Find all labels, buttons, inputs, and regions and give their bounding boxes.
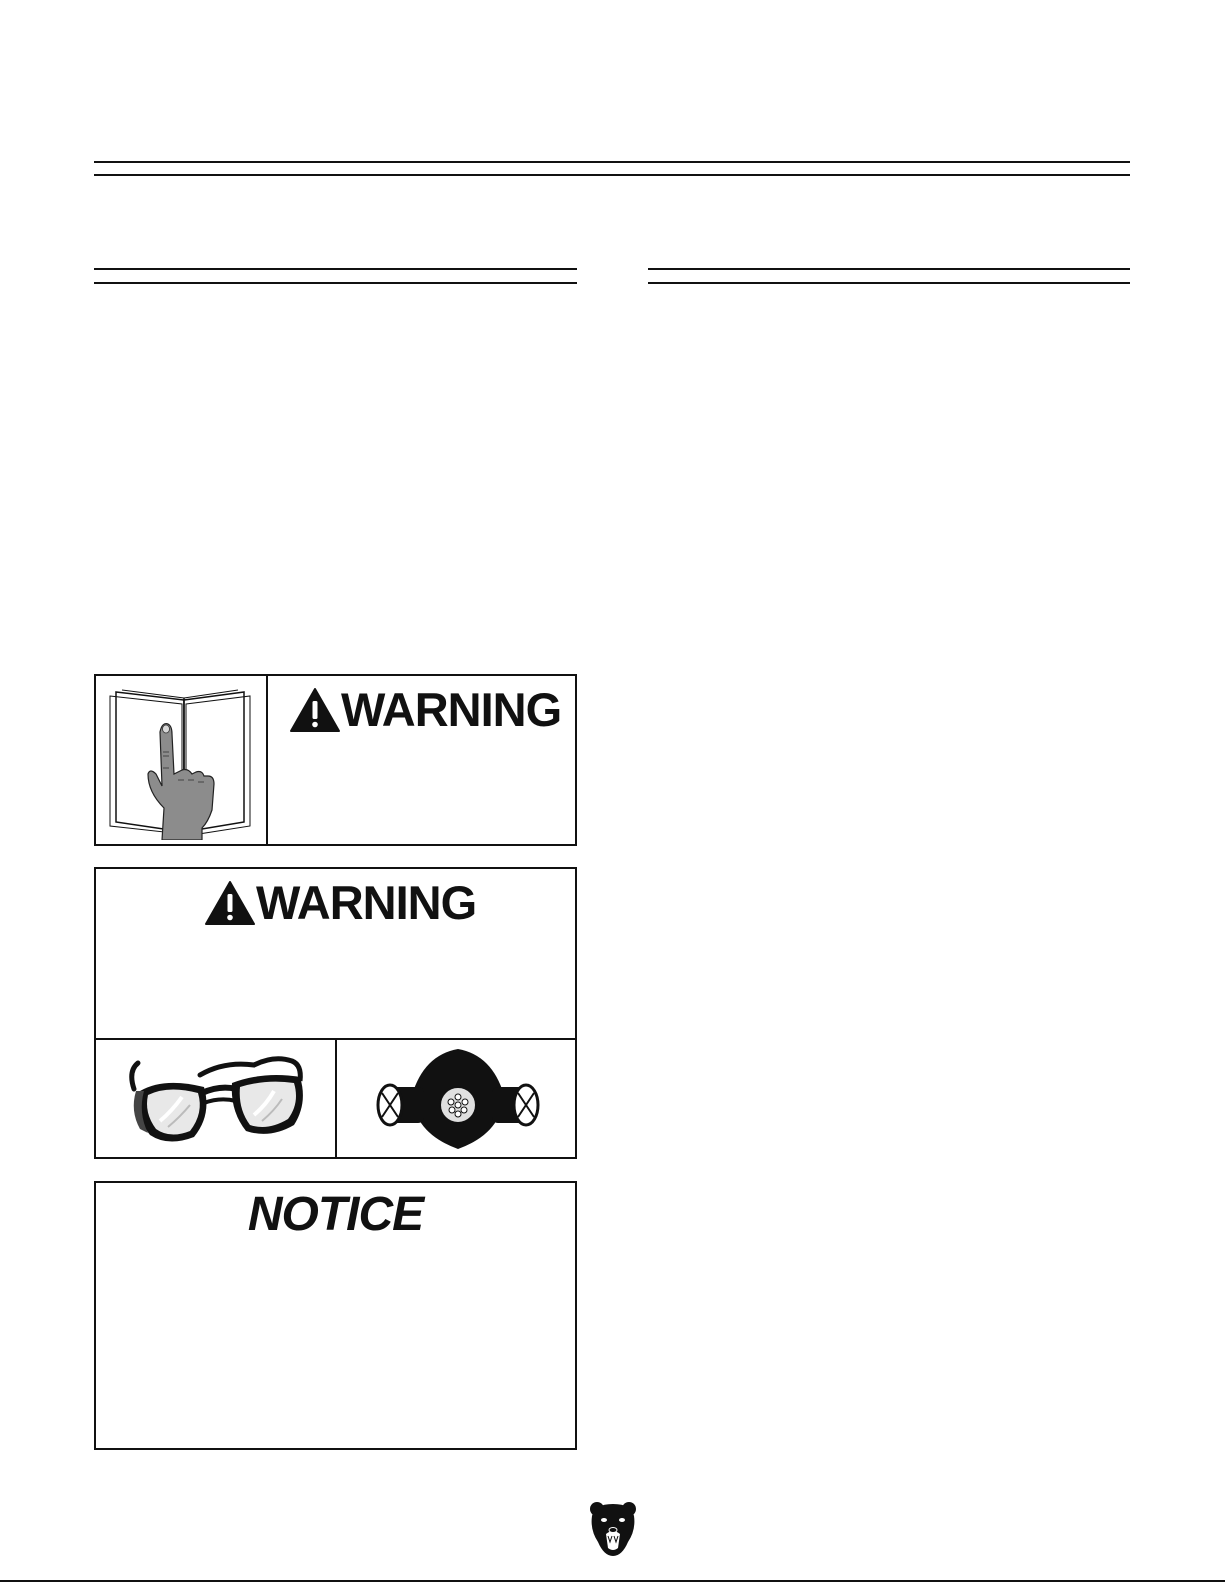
warning-manual-signal xyxy=(289,683,562,736)
warning-ppe-box xyxy=(94,867,577,1159)
left-column-rule-top xyxy=(94,268,577,270)
right-column-rule-top xyxy=(648,268,1130,270)
notice-label: NOTICE xyxy=(247,1188,424,1241)
warning-triangle-icon xyxy=(289,687,341,733)
footer-rule xyxy=(0,1580,1225,1582)
right-column-rule-bottom xyxy=(648,282,1130,284)
read-manual-icon xyxy=(104,682,254,840)
warning-ppe-label: WARNING xyxy=(256,876,477,929)
warning-manual-divider xyxy=(266,676,268,844)
warning-triangle-icon xyxy=(204,880,256,926)
bear-head-logo-icon xyxy=(588,1500,638,1558)
left-column-rule-bottom xyxy=(94,282,577,284)
header-rule-bottom xyxy=(94,174,1130,176)
notice-box xyxy=(94,1181,577,1450)
warning-manual-box xyxy=(94,674,577,846)
warning-manual-label: WARNING xyxy=(341,683,562,736)
safety-glasses-icon xyxy=(124,1051,314,1151)
warning-ppe-signal xyxy=(204,876,477,929)
warning-ppe-divider-v xyxy=(335,1040,337,1157)
respirator-icon xyxy=(372,1045,542,1153)
header-rule-top xyxy=(94,161,1130,163)
